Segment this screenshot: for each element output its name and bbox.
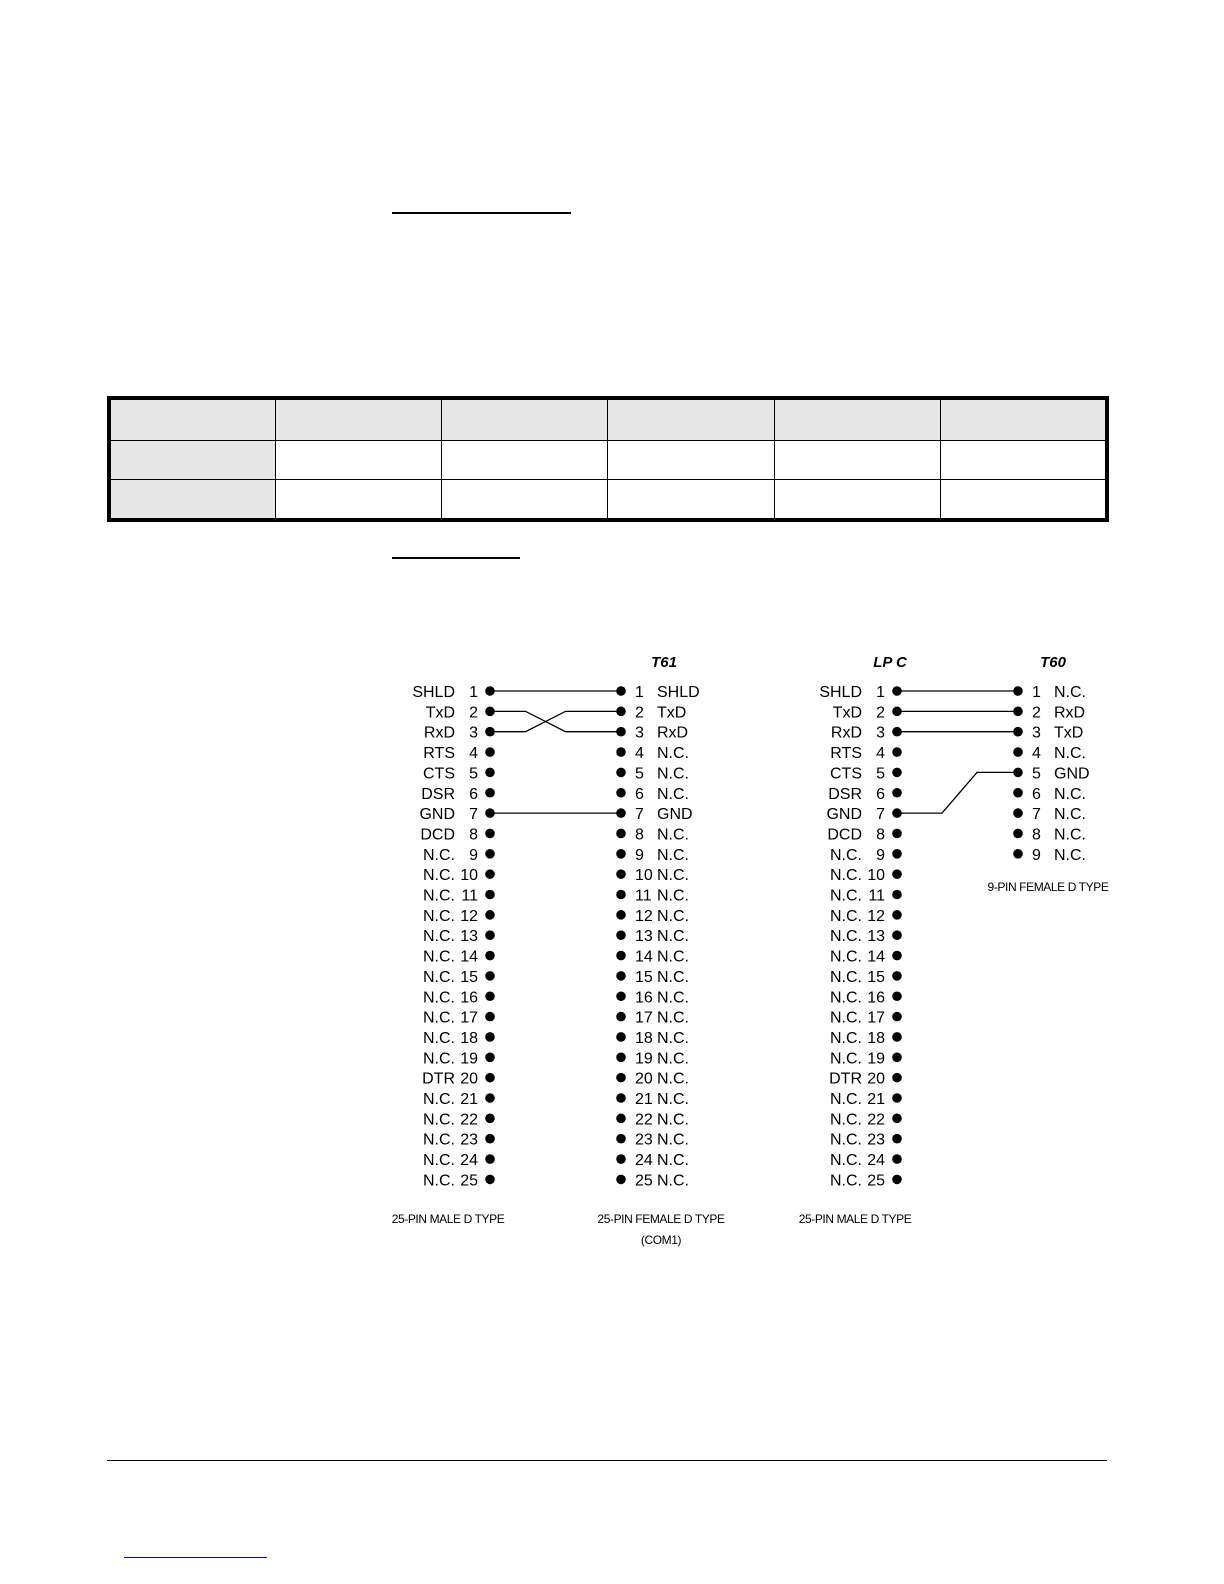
t61-connector-pin-dot [616,1154,626,1164]
lpc-connector-pin-number: 13 [867,928,885,946]
left-connector-pin-number: 12 [460,907,478,925]
left-connector-pin-dot [485,829,495,839]
t60-connector-pin-number: 2 [1032,704,1041,722]
lpc-connector-pin-label: DCD [827,826,862,844]
lpc-connector-pin-dot [892,707,902,717]
t61-connector-pin-number: 17 [635,1009,653,1027]
lpc-connector-pin-label: N.C. [830,1029,862,1047]
t61-connector-pin-dot [616,991,626,1001]
t61-connector-pin-label: N.C. [657,1131,689,1149]
t61-connector-pin-dot [616,686,626,696]
t60-connector-pin-number: 3 [1032,724,1041,742]
lpc-connector-pin-dot [892,971,902,981]
lpc-connector-pin-dot [892,991,902,1001]
table-cell [941,480,1107,521]
lpc-connector-pin-number: 15 [867,968,885,986]
lpc-connector-pin-label: DSR [828,785,862,803]
table-cell [608,480,774,521]
left-connector-pin-dot [485,1114,495,1124]
t61-connector-pin-dot [616,829,626,839]
t60-connector-pin-label: N.C. [1054,846,1086,864]
t61-connector-pin-dot [616,971,626,981]
t61-connector-pin-number: 19 [635,1050,653,1068]
t61-connector-pin-number: 9 [635,846,644,864]
left-connector-pin-number: 21 [460,1091,478,1108]
left-connector-pin-dot [485,1012,495,1022]
t61-connector-pin-label: TxD [657,704,687,722]
lpc-connector-pin-label: N.C. [830,846,862,864]
t61-connector-pin-dot [616,1175,626,1185]
table-cell [109,398,275,441]
t61-connector-pin-number: 25 [635,1172,653,1190]
left-connector-pin-dot [485,1175,495,1185]
left-connector-pin-dot [485,910,495,920]
lpc-connector-pin-dot [892,686,902,696]
lpc-connector-pin-dot [892,1073,902,1083]
lpc-connector-pin-label: N.C. [830,1111,862,1129]
lpc-connector-pin-number: 1 [876,684,885,701]
table-cell [774,398,940,441]
left-connector-pin-dot [485,747,495,757]
lpc-connector-pin-label: N.C. [830,887,862,905]
t60-connector-pin-dot [1013,829,1023,839]
wires-group [490,691,1018,813]
lpc-connector-pin-label: N.C. [830,928,862,946]
left-connector-pin-label: N.C. [423,1152,455,1170]
lpc-connector-pin-dot [892,951,902,961]
left-connector-pin-label: N.C. [423,928,455,946]
t60-connector-pin-number: 5 [1032,765,1041,783]
lpc-connector-pin-number: 17 [867,1009,885,1027]
t61-connector-pin-label: N.C. [657,765,689,783]
lpc-connector-pin-label: TxD [832,704,862,722]
left-connector-pin-dot [485,869,495,879]
t61-connector-pin-number: 10 [635,867,653,885]
lpc-connector-pin-number: 3 [876,724,885,742]
t61-connector-pin-dot [616,707,626,717]
t61-connector-pin-number: 16 [635,989,653,1007]
t61-connector-pin-label: N.C. [657,887,689,905]
left-connector-pin-label: DSR [421,785,455,803]
left-connector-pin-number: 24 [460,1152,478,1170]
t61-connector-pin-label: N.C. [657,867,689,885]
table-cell [442,480,608,521]
lpc-connector-pin-number: 7 [876,806,885,824]
left-connector-pin-label: N.C. [423,1009,455,1027]
left-connector-pin-dot [485,768,495,778]
lpc-connector-pin-dot [892,768,902,778]
left-connector-pin-label: GND [419,806,455,824]
t60-connector-pin-dot [1013,808,1023,818]
left-connector-pin-label: N.C. [423,846,455,864]
t61-header: T61 [651,654,677,671]
left-connector-pin-number: 25 [460,1172,478,1190]
lpc-connector-pin-number: 16 [867,989,885,1007]
table-cell [275,480,441,521]
left-connector-pin-number: 9 [469,846,478,864]
left-connector-pin-dot [485,930,495,940]
t61-connector-pin-label: N.C. [657,1091,689,1108]
t61-connector-pin-label: N.C. [657,1029,689,1047]
lpc-connector-caption: 25-PIN MALE D TYPE [798,1212,912,1226]
t61-connector-pin-number: 1 [635,684,644,701]
t60-connector-pin-dot [1013,747,1023,757]
left-connector-pin-dot [485,951,495,961]
left-connector-pin-label: RxD [423,724,455,742]
lpc-connector-pin-dot [892,1175,902,1185]
left-connector-pin-label: N.C. [423,887,455,905]
table-cell [941,441,1107,480]
t61-connector-caption: 25-PIN FEMALE D TYPE [597,1212,725,1226]
lpc-connector-pin-number: 9 [876,846,885,864]
t61-connector-pin-label: RxD [657,724,689,742]
left-connector-pin-number: 16 [460,989,478,1007]
t61-connector-pin-number: 6 [635,785,644,803]
left-connector-pin-dot [485,1154,495,1164]
subsection-heading-underline [392,557,520,559]
lpc-connector-pin-dot [892,1053,902,1063]
left-connector-pin-number: 4 [469,745,478,763]
left-connector-pin-number: 11 [461,887,478,905]
lpc-connector-pin-label: N.C. [830,1009,862,1027]
table-row [109,480,1107,521]
left-connector-pin-number: 13 [460,928,478,946]
lpc-connector-pin-label: N.C. [830,1091,862,1108]
lpc-connector-pin-dot [892,808,902,818]
t60-connector-pin-number: 7 [1032,806,1041,824]
spec-table [107,396,1109,522]
left-connector-pin-dot [485,890,495,900]
t61-connector-pin-number: 14 [635,948,653,966]
left-connector-pin-number: 14 [460,948,478,966]
t61-connector-pin-number: 20 [635,1070,653,1088]
lpc-connector-pin-number: 10 [867,867,885,885]
lpc-connector-pin-dot [892,910,902,920]
lpc-connector-pin-label: N.C. [830,867,862,885]
lpc-connector-pin-dot [892,747,902,757]
left-connector-pin-label: RTS [423,745,455,763]
t61-connector-pin-label: N.C. [657,989,689,1007]
left-connector-pin-number: 3 [469,724,478,742]
left-connector-pin-dot [485,991,495,1001]
left-connector-pin-label: N.C. [423,968,455,986]
lpc-header: LP C [873,654,907,671]
t61-connector-pin-number: 21 [635,1091,653,1108]
lpc-connector-pin-dot [892,788,902,798]
left-connector-pin-label: N.C. [423,907,455,925]
left-connector-pin-dot [485,971,495,981]
lpc-connector-pin-number: 21 [867,1091,885,1108]
t61-connector-pin-label: N.C. [657,745,689,763]
left-connector-pin-label: N.C. [423,948,455,966]
left-connector-pin-dot [485,1134,495,1144]
t61-connector-pin-label: N.C. [657,826,689,844]
lpc-connector-pin-number: 12 [867,907,885,925]
left-connector-pin-number: 7 [469,806,478,824]
t60-connector-pin-label: N.C. [1054,745,1086,763]
table-cell [774,480,940,521]
t61-connector-pin-dot [616,1073,626,1083]
left-connector-pin-dot [485,707,495,717]
lpc-connector-pin-label: SHLD [819,684,862,701]
t61-connector-pin-number: 23 [635,1131,653,1149]
t61-connector-pin-dot [616,788,626,798]
left-connector-pin-number: 20 [460,1070,478,1088]
lpc-connector-pin-label: N.C. [830,968,862,986]
table-cell [941,398,1107,441]
left-connector-pin-label: DTR [422,1070,455,1088]
t60-connector-pin-label: TxD [1054,724,1084,742]
t61-connector-pin-dot [616,1032,626,1042]
t60-connector-pin-number: 4 [1032,745,1041,763]
table-cell [442,398,608,441]
left-connector-pin-label: N.C. [423,989,455,1007]
table-cell [275,441,441,480]
table-header-row [109,398,1107,441]
t61-connector-pin-dot [616,1012,626,1022]
lpc-connector-pin-label: RTS [830,745,862,763]
left-connector-pin-dot [485,727,495,737]
lpc-connector-pin-number: 19 [867,1050,885,1068]
t61-connector-pin-number: 8 [635,826,644,844]
t61-connector-pin-number: 3 [635,724,644,742]
lpc-connector-pin-label: DTR [829,1070,862,1088]
footer-rule [107,1460,1107,1461]
t60-connector-pin-dot [1013,707,1023,717]
lpc-connector-pin-number: 8 [876,826,885,844]
t60-connector-pin-dot [1013,686,1023,696]
t61-connector-pin-label: N.C. [657,1172,689,1190]
t60-connector-pin-label: N.C. [1054,684,1086,701]
left-connector-pin-dot [485,1073,495,1083]
t61-connector-pin-label: N.C. [657,785,689,803]
left-connector-pin-label: N.C. [423,867,455,885]
left-connector-pin-label: N.C. [423,1091,455,1108]
left-connector-pin-label: DCD [420,826,455,844]
lpc-connector-pin-dot [892,849,902,859]
left-connector-pin-number: 17 [460,1009,478,1027]
left-connector-pin-label: N.C. [423,1172,455,1190]
left-connector-pin-dot [485,849,495,859]
left-connector-pin-dot [485,686,495,696]
t61-connector-pin-dot [616,727,626,737]
left-connector-pin-dot [485,1053,495,1063]
table-cell [275,398,441,441]
lpc-connector-pin-label: N.C. [830,948,862,966]
left-connector-pin-label: N.C. [423,1029,455,1047]
left-connector-pin-label: SHLD [412,684,455,701]
t61-connector-pin-dot [616,1093,626,1103]
t61-connector-pin-label: N.C. [657,948,689,966]
t60-connector-pin-dot [1013,727,1023,737]
lpc-connector-pin-label: N.C. [830,1131,862,1149]
t61-connector-pin-number: 7 [635,806,644,824]
left-connector-pin-number: 23 [460,1131,478,1149]
t61-connector-pin-label: GND [657,806,693,824]
left-connector-pin-number: 19 [460,1050,478,1068]
lpc-connector-pin-dot [892,727,902,737]
lpc-connector-pin-dot [892,1012,902,1022]
left-connector-pin-number: 6 [469,785,478,803]
t61-connector-pin-number: 5 [635,765,644,783]
left-connector-pin-dot [485,1032,495,1042]
t60-connector-pin-dot [1013,849,1023,859]
t61-connector-pin-number: 4 [635,745,644,763]
t61-connector-pin-number: 12 [635,907,653,925]
left-connector-pin-label: N.C. [423,1111,455,1129]
t61-connector-pin-label: N.C. [657,1009,689,1027]
t61-com-caption: (COM1) [640,1233,682,1247]
lpc-connector-pin-number: 20 [867,1070,885,1088]
lpc-connector-pin-number: 25 [867,1172,885,1190]
lpc-connector-pin-number: 14 [867,948,885,966]
t61-connector-pin-label: N.C. [657,968,689,986]
t61-connector-pin-label: N.C. [657,1050,689,1068]
lpc-connector-pin-label: N.C. [830,1172,862,1190]
t61-wire [490,711,621,731]
lpc-connector-pin-dot [892,869,902,879]
lpc-connector-pin-number: 5 [876,765,885,783]
lpc-connector-pin-label: N.C. [830,1050,862,1068]
left-connector-pin-number: 8 [469,826,478,844]
lpc-connector-pin-number: 6 [876,785,885,803]
t61-wire [490,711,621,731]
t61-connector-pin-dot [616,951,626,961]
lpc-connector-pin-dot [892,1032,902,1042]
t60-header: T60 [1040,654,1066,671]
left-connector-pin-label: N.C. [423,1050,455,1068]
footer-link-underline [124,1557,267,1558]
t61-connector-pin-dot [616,890,626,900]
lpc-connector-pin-label: RxD [830,724,862,742]
left-connector-pin-number: 1 [469,684,478,701]
left-connector-pin-label: CTS [423,765,455,783]
lpc-connector-pin-label: GND [826,806,862,824]
t61-connector-pin-number: 24 [635,1152,653,1170]
lpc-connector-pin-number: 11 [868,887,885,905]
lpc-connector-pin-number: 18 [867,1029,885,1047]
t60-connector-pin-label: N.C. [1054,826,1086,844]
t60-wire [897,772,1018,813]
table-cell [608,441,774,480]
left-connector-pin-number: 10 [460,867,478,885]
cable-wiring-diagram [380,640,1120,1260]
t61-connector-pin-number: 11 [635,887,652,905]
left-connector-caption: 25-PIN MALE D TYPE [391,1212,505,1226]
lpc-connector-pin-dot [892,1134,902,1144]
lpc-connector-pin-number: 23 [867,1131,885,1149]
table-row-header [109,480,275,521]
lpc-connector-pin-number: 2 [876,704,885,722]
left-connector-pin-number: 15 [460,968,478,986]
t60-connector-pin-number: 8 [1032,826,1041,844]
t61-connector-pin-label: N.C. [657,907,689,925]
t60-connector-caption: 9-PIN FEMALE D TYPE [987,880,1109,894]
table-cell [774,441,940,480]
t61-connector-pin-dot [616,930,626,940]
t61-connector-pin-number: 2 [635,704,644,722]
left-connector-pin-dot [485,1093,495,1103]
t60-connector-pin-label: GND [1054,765,1090,783]
section-heading-underline [392,212,571,214]
t61-connector-pin-number: 13 [635,928,653,946]
t61-connector-pin-dot [616,747,626,757]
lpc-connector-pin-dot [892,1154,902,1164]
lpc-connector-pin-dot [892,1114,902,1124]
t61-connector-pin-dot [616,869,626,879]
table-row [109,441,1107,480]
table-cell [442,441,608,480]
t61-connector-pin-number: 15 [635,968,653,986]
lpc-connector-pin-label: N.C. [830,989,862,1007]
t61-connector-pin-dot [616,910,626,920]
left-connector-pin-label: TxD [425,704,455,722]
t61-connector-pin-label: N.C. [657,846,689,864]
t60-connector-pin-number: 9 [1032,846,1041,864]
t61-connector-pin-label: N.C. [657,1111,689,1129]
t61-connector-pin-number: 18 [635,1029,653,1047]
table-row-header [109,441,275,480]
t60-connector-pin-number: 1 [1032,684,1041,701]
t61-connector-pin-label: N.C. [657,1070,689,1088]
left-connector-pin-label: N.C. [423,1131,455,1149]
t61-connector-pin-dot [616,1134,626,1144]
lpc-connector-pin-label: N.C. [830,1152,862,1170]
t61-connector-pin-dot [616,849,626,859]
t61-connector-pin-label: N.C. [657,928,689,946]
left-connector-pin-number: 18 [460,1029,478,1047]
t61-connector-pin-dot [616,1114,626,1124]
lpc-connector-pin-number: 22 [867,1111,885,1129]
left-connector-pin-number: 5 [469,765,478,783]
lpc-connector-pin-dot [892,890,902,900]
lpc-connector-pin-label: CTS [830,765,862,783]
lpc-connector-pin-label: N.C. [830,907,862,925]
lpc-connector-pin-dot [892,1093,902,1103]
t60-connector-pin-label: N.C. [1054,806,1086,824]
table-cell [608,398,774,441]
pins-group [412,684,1089,1189]
t60-connector-pin-label: RxD [1054,704,1086,722]
left-connector-pin-number: 22 [460,1111,478,1129]
t61-connector-pin-number: 22 [635,1111,653,1129]
t61-connector-pin-label: N.C. [657,1152,689,1170]
lpc-connector-pin-number: 24 [867,1152,885,1170]
lpc-connector-pin-dot [892,829,902,839]
left-connector-pin-dot [485,788,495,798]
t60-connector-pin-dot [1013,768,1023,778]
lpc-connector-pin-dot [892,930,902,940]
t60-connector-pin-number: 6 [1032,785,1041,803]
left-connector-pin-number: 2 [469,704,478,722]
t60-connector-pin-label: N.C. [1054,785,1086,803]
t61-connector-pin-dot [616,768,626,778]
t61-connector-pin-dot [616,1053,626,1063]
t61-connector-pin-label: SHLD [657,684,700,701]
left-connector-pin-dot [485,808,495,818]
t61-connector-pin-dot [616,808,626,818]
lpc-connector-pin-number: 4 [876,745,885,763]
t60-connector-pin-dot [1013,788,1023,798]
